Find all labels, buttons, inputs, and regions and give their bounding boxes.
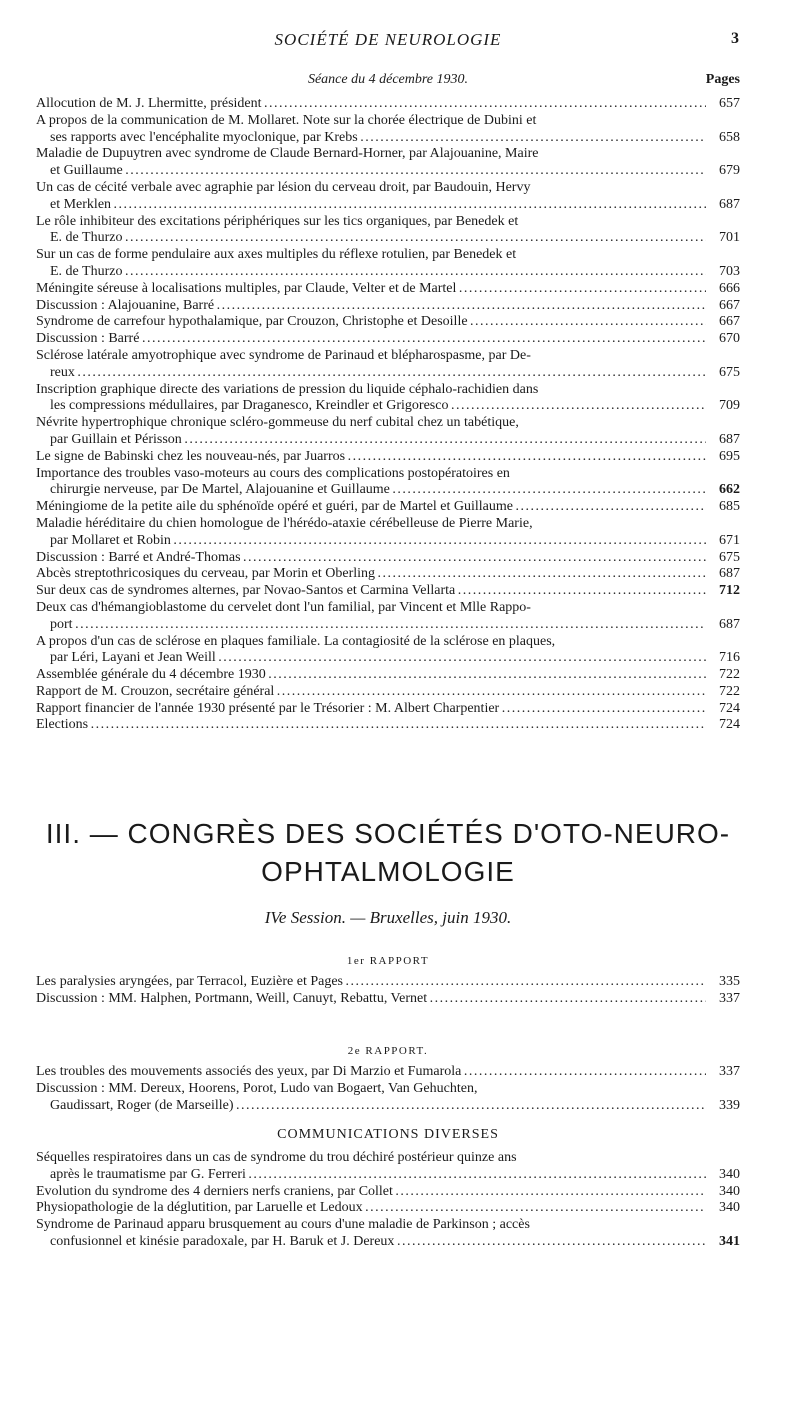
toc-entry-page: 337	[719, 1064, 740, 1079]
toc-entry	[36, 113, 740, 147]
toc-entry-line: E. de Thurzo . . .	[36, 264, 706, 279]
toc-entry-page: 340	[719, 1183, 740, 1199]
toc-entry	[36, 348, 740, 382]
toc-entry-page: 667	[719, 297, 740, 313]
toc-entry-page: 687	[719, 566, 740, 582]
toc-entry-text	[36, 314, 706, 331]
toc-entry-text	[36, 96, 706, 113]
toc-entry-page: 666	[719, 280, 740, 296]
toc-entry	[36, 600, 740, 634]
toc-entry-text	[36, 667, 706, 684]
toc-entry-line: Sclérose latérale amyotrophique avec syndrome de Parinaud et blépharospasme, par De-	[36, 347, 531, 363]
toc-entry-line: Les troubles des mouvements associés des yeux, par Di Marzio et Fumarola . . .	[36, 1064, 706, 1079]
toc-entry-page: 687	[719, 431, 740, 447]
toc-entry-text	[36, 991, 706, 1008]
running-header	[36, 30, 740, 52]
toc-entry	[36, 449, 740, 466]
toc-entry	[36, 667, 740, 684]
toc-entry-page: 337	[719, 990, 740, 1006]
toc-entry-text	[36, 1064, 706, 1081]
journal-title: SOCIÉTÉ DE NEUROLOGIE	[274, 30, 502, 49]
toc-entry	[36, 1150, 740, 1184]
toc-entry-line: Discussion : MM. Dereux, Hoorens, Porot, Ludo van Bogaert, Van Gehuchten,	[36, 1080, 478, 1096]
session-subtitle: IVe Session. — Bruxelles, juin 1930.	[264, 908, 512, 927]
toc-entry-line: Allocution de M. J. Lhermitte, président . . .	[36, 96, 706, 111]
communications-heading: COMMUNICATIONS DIVERSES	[277, 1127, 499, 1142]
toc-entry	[36, 415, 740, 449]
toc-entry-page: 724	[719, 717, 740, 733]
toc-entry-text	[36, 1184, 706, 1201]
toc-entry-line: Importance des troubles vaso-moteurs au cours des complications postopératoires en	[36, 465, 510, 481]
toc-entry	[36, 1081, 740, 1115]
toc-entry	[36, 466, 740, 500]
toc-entry	[36, 96, 740, 113]
toc-entry-line: Gaudissart, Roger (de Marseille) . . .	[36, 1098, 706, 1113]
toc-entry-line: port . . .	[36, 617, 706, 632]
toc-entry-text	[36, 701, 706, 718]
toc-entry-text	[36, 974, 706, 991]
toc-entry-page: 675	[719, 364, 740, 380]
toc-entry-line: Rapport de M. Crouzon, secrétaire général . . .	[36, 684, 706, 699]
toc-entry	[36, 1064, 740, 1081]
toc-communications-list	[36, 1150, 740, 1251]
toc-entry-text	[36, 247, 706, 281]
toc-entry	[36, 1217, 740, 1251]
toc-entry	[36, 1200, 740, 1217]
toc-entry-page: 722	[719, 667, 740, 683]
toc-entry-page: 724	[719, 700, 740, 716]
toc-entry-page: 695	[719, 448, 740, 464]
toc-entry-line: Le rôle inhibiteur des excitations périphériques sur les tics organiques, par Benedek et	[36, 213, 519, 229]
toc-entry	[36, 214, 740, 248]
toc-entry-page: 339	[719, 1097, 740, 1113]
toc-entry-page: 679	[719, 163, 740, 179]
toc-entry-page: 703	[719, 263, 740, 279]
toc-entry-line: Le signe de Babinski chez les nouveau-nés, par Juarros . . .	[36, 449, 706, 464]
toc-entry	[36, 1184, 740, 1201]
toc-entry	[36, 550, 740, 567]
toc-entry	[36, 516, 740, 550]
toc-entry-line: E. de Thurzo . . .	[36, 230, 706, 245]
page-number: 3	[731, 30, 740, 47]
toc-entry-page: 667	[719, 314, 740, 330]
toc-entry-line: Discussion : Alajouanine, Barré . . .	[36, 298, 706, 313]
toc-entry-line: A propos d'un cas de sclérose en plaques familiale. La contagiosité de la sclérose en plaques,	[36, 633, 556, 649]
toc-entry-text	[36, 600, 706, 634]
toc-entry-page: 685	[719, 499, 740, 515]
congres-title-line1: III. — CONGRÈS DES SOCIÉTÉS D'OTO-NEURO-	[45, 818, 731, 849]
toc-entry-page: 716	[719, 650, 740, 666]
toc-entry-page: 340	[719, 1200, 740, 1216]
toc-entry-page: 687	[719, 196, 740, 212]
toc-entry-page: 709	[719, 398, 740, 414]
seance-date: Séance du 4 décembre 1930.	[307, 72, 469, 87]
toc-entry-text	[36, 684, 706, 701]
toc-entry	[36, 566, 740, 583]
congres-title-line2: OPHTALMOLOGIE	[261, 856, 515, 887]
toc-entry-line: Syndrome de carrefour hypothalamique, par Crouzon, Christophe et Desoille . . .	[36, 314, 706, 329]
toc-entry	[36, 991, 740, 1008]
toc-entry-text	[36, 281, 706, 298]
toc-entry	[36, 180, 740, 214]
toc-entry-page: 701	[719, 230, 740, 246]
toc-entry-line: confusionnel et kinésie paradoxale, par H. Baruk et J. Dereux . . .	[36, 1234, 706, 1249]
toc-entry-line: Discussion : MM. Halphen, Portmann, Weill, Canuyt, Rebattu, Vernet . . .	[36, 991, 706, 1006]
toc-entry-line: Les paralysies aryngées, par Terracol, Euzière et Pages . . .	[36, 974, 706, 989]
toc-entry-text	[36, 550, 706, 567]
toc-entry-text	[36, 214, 706, 248]
toc-entry-text	[36, 583, 706, 600]
toc-entry-page: 658	[719, 129, 740, 145]
toc-entry-text	[36, 415, 706, 449]
toc-entry-line: par Mollaret et Robin . . .	[36, 533, 706, 548]
toc-entry-page: 657	[719, 96, 740, 111]
toc-entry-page: 675	[719, 549, 740, 565]
toc-entry-line: Evolution du syndrome des 4 derniers nerfs craniens, par Collet . . .	[36, 1184, 706, 1199]
toc-rapport1-list	[36, 974, 740, 1008]
toc-entry-page: 670	[719, 331, 740, 347]
toc-entry-text	[36, 180, 706, 214]
toc-entry	[36, 701, 740, 718]
toc-entry-text	[36, 516, 706, 550]
toc-entry-text	[36, 298, 706, 315]
toc-entry	[36, 331, 740, 348]
toc-entry-line: Discussion : Barré . . .	[36, 331, 706, 346]
toc-entry	[36, 684, 740, 701]
rapport1-heading: 1er RAPPORT	[346, 955, 430, 967]
toc-entry-line: Un cas de cécité verbale avec agraphie par lésion du cerveau droit, par Baudouin, Hervy	[36, 179, 531, 195]
toc-entry-line: Maladie de Dupuytren avec syndrome de Claude Bernard-Horner, par Alajouanine, Maire	[36, 146, 539, 162]
toc-entry-text	[36, 348, 706, 382]
toc-entry	[36, 281, 740, 298]
toc-entry-text	[36, 113, 706, 147]
toc-entry-text	[36, 1150, 706, 1184]
toc-entry-line: Maladie héréditaire du chien homologue de l'hérédo-ataxie cérébelleuse de Pierre Marie,	[36, 515, 533, 531]
toc-entry-text	[36, 634, 706, 668]
toc-entry-line: Abcès streptothricosiques du cerveau, par Morin et Oberling . . .	[36, 566, 706, 581]
seance-header	[36, 72, 740, 92]
toc-entry-line: et Guillaume . . .	[36, 163, 706, 178]
toc-entry-text	[36, 566, 706, 583]
toc-entry-line: Syndrome de Parinaud apparu brusquement au cours d'une maladie de Parkinson ; accès	[36, 1217, 530, 1233]
toc-entry	[36, 247, 740, 281]
toc-entry-page: 662	[719, 482, 740, 498]
toc-entry	[36, 974, 740, 991]
toc-entry-line: Inscription graphique directe des variations de pression du liquide céphalo-rachidien dans	[36, 381, 539, 397]
toc-entry-page: 341	[719, 1233, 740, 1249]
toc-entry-line: Deux cas d'hémangioblastome du cervelet dont l'un familial, par Vincent et Mlle Rappo-	[36, 599, 531, 615]
toc-entry-line: Sur un cas de forme pendulaire aux axes multiples du réflexe rotulien, par Benedek et	[36, 247, 517, 263]
toc-entry-text	[36, 717, 706, 734]
toc-entry-line: après le traumatisme par G. Ferreri . . .	[36, 1167, 706, 1182]
toc-entry-text	[36, 499, 706, 516]
toc-entry-text	[36, 1081, 706, 1115]
toc-entry-text	[36, 1217, 706, 1251]
toc-entry-line: Sur deux cas de syndromes alternes, par Novao-Santos et Carmina Vellarta . . .	[36, 583, 706, 598]
toc-entry-text	[36, 331, 706, 348]
toc-entry-line: chirurgie nerveuse, par De Martel, Alajouanine et Guillaume . . .	[36, 482, 706, 497]
toc-entry-line: Assemblée générale du 4 décembre 1930 . . .	[36, 667, 706, 682]
toc-entry-line: Discussion : Barré et André-Thomas . . .	[36, 550, 706, 565]
toc-entry-line: Elections . . .	[36, 717, 706, 732]
toc-entry	[36, 583, 740, 600]
toc-entry-text	[36, 466, 706, 500]
rapport2-heading: 2e RAPPORT.	[347, 1045, 429, 1057]
toc-entry-page: 722	[719, 683, 740, 699]
toc-entry-line: et Merklen . . .	[36, 197, 706, 212]
toc-entry-line: Physiopathologie de la déglutition, par Laruelle et Ledoux . . .	[36, 1200, 706, 1215]
toc-entry-line: les compressions médullaires, par Draganesco, Kreindler et Grigoresco . . .	[36, 398, 706, 413]
toc-entry-text	[36, 146, 706, 180]
toc-entry	[36, 314, 740, 331]
toc-entry-line: reux . . .	[36, 365, 706, 380]
toc-entry-page: 671	[719, 532, 740, 548]
toc-entry-line: Méningite séreuse à localisations multiples, par Claude, Velter et de Martel . . .	[36, 281, 706, 296]
toc-entry	[36, 146, 740, 180]
toc-entry-line: Névrite hypertrophique chronique scléro-gommeuse du nerf cubital chez un tabétique,	[36, 415, 519, 431]
toc-entry-line: A propos de la communication de M. Mollaret. Note sur la chorée électrique de Dubini et	[36, 112, 537, 128]
toc-entry-text	[36, 449, 706, 466]
toc-entry-line: Méningiome de la petite aile du sphénoïde opéré et guéri, par de Martel et Guillaume . . .	[36, 499, 706, 514]
toc-entry	[36, 298, 740, 315]
toc-entry-page: 687	[719, 616, 740, 632]
toc-entry-text	[36, 382, 706, 416]
toc-entry	[36, 717, 740, 734]
toc-seance-list	[36, 96, 740, 734]
toc-entry-line: par Léri, Layani et Jean Weill . . .	[36, 650, 706, 665]
toc-entry-page: 712	[719, 583, 740, 599]
toc-entry	[36, 634, 740, 668]
toc-entry	[36, 499, 740, 516]
toc-entry-line: Séquelles respiratoires dans un cas de syndrome du trou déchiré postérieur quinze ans	[36, 1150, 517, 1165]
toc-rapport2-list	[36, 1064, 740, 1114]
toc-entry-line: Rapport financier de l'année 1930 présenté par le Trésorier : M. Albert Charpentier . . .	[36, 701, 706, 716]
toc-entry	[36, 382, 740, 416]
toc-entry-line: ses rapports avec l'encéphalite myoclonique, par Krebs . . .	[36, 130, 706, 145]
toc-entry-text	[36, 1200, 706, 1217]
toc-entry-line: par Guillain et Périsson . . .	[36, 432, 706, 447]
toc-entry-page: 335	[719, 974, 740, 989]
pages-column-label: Pages	[705, 72, 740, 87]
toc-entry-page: 340	[719, 1166, 740, 1182]
